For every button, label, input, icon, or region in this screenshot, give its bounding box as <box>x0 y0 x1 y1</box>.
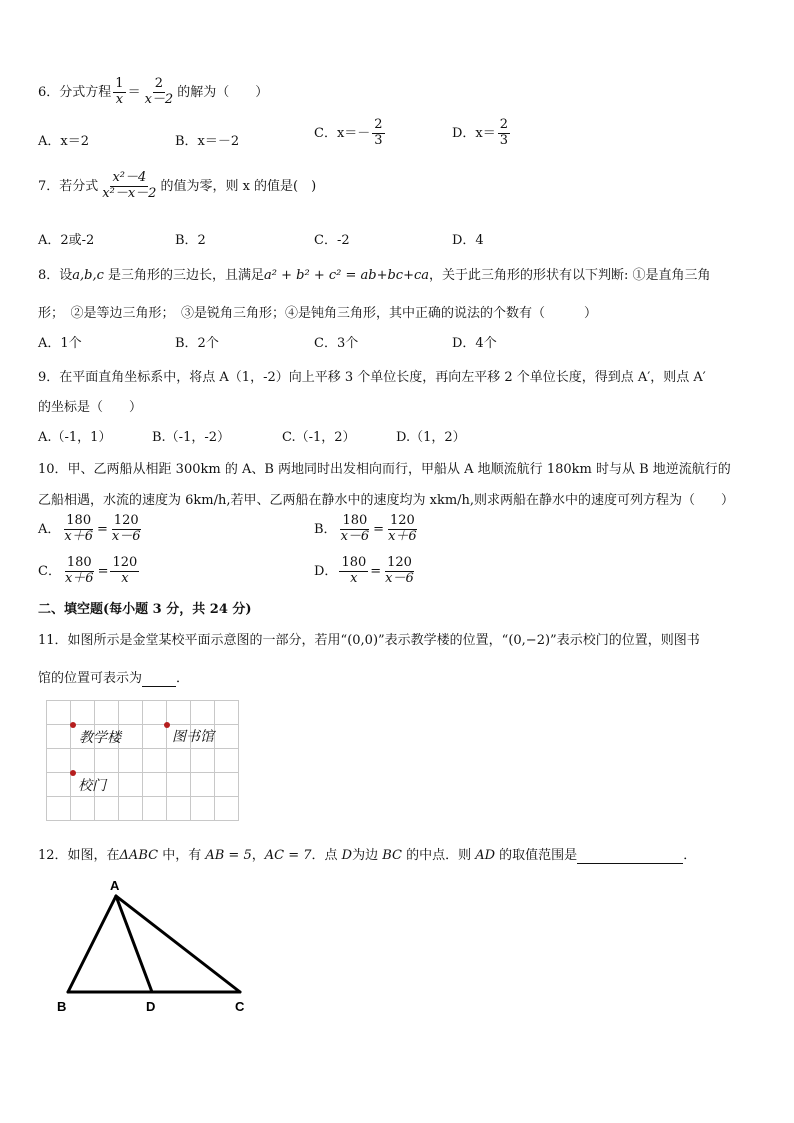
q6-option-c <box>314 118 387 149</box>
q6-option-d-den: 3 <box>499 132 509 148</box>
vertex-b-label: B <box>57 999 67 1014</box>
q10-d-num2: 120 <box>387 555 412 570</box>
q10-a-den2: x－6 <box>111 528 141 544</box>
q11-coord-gate: (0,−2) <box>508 633 551 648</box>
teaching-building-label: 教学楼 <box>79 730 121 746</box>
library-label: 图书馆 <box>172 729 214 745</box>
q6-option-c-prefix: C．x＝－ <box>314 125 371 141</box>
q10-a-eq: = <box>97 521 108 537</box>
q10-b-eq: = <box>373 521 385 537</box>
q6-eq: ＝ <box>127 84 141 100</box>
side-ab <box>68 896 116 992</box>
q12-bc: BC <box>382 848 402 863</box>
q8-mid: 是三角形的三边长，且满足 <box>103 268 265 283</box>
q6-option-c-den: 3 <box>374 132 383 148</box>
q10-c-den2: x <box>121 570 129 586</box>
q8-prefix: 8．设 <box>38 268 73 283</box>
q12-post: 的取值范围是 <box>495 848 578 863</box>
q8-option-a: A．1个 <box>38 336 82 351</box>
q11-coord-teaching: (0,0) <box>347 633 379 648</box>
q8-option-d: D．4个 <box>452 336 497 351</box>
map-grid <box>46 700 239 821</box>
q12-stem <box>38 844 696 864</box>
q6-option-a: A．x＝2 <box>38 134 89 149</box>
q9-option-b: B.（-1，-2） <box>152 430 231 445</box>
q7-suffix: 的值为零，则 x 的值是( ) <box>160 178 317 194</box>
q10-option-d <box>314 556 418 587</box>
q10-line1: 10．甲、乙两船从相距 300km 的 A、B 两地同时出发相向而行，甲船从 A 地顺流航行 180km 时与从 B 地逆流航行的 <box>38 462 731 477</box>
q10-d-eq: = <box>370 563 382 579</box>
q11-mid: ”表示教学楼的位置，“ <box>378 633 509 648</box>
q8-vars: a,b,c <box>72 268 104 283</box>
q10-line2: 乙船相遇，水流的速度为 6km/h,若甲、乙两船在静水中的速度均为 xkm/h,则求两船在静水中的速度可列方程为（ ） <box>38 493 735 508</box>
q12-triangle: ΔABC <box>119 848 159 863</box>
q10-option-c-label: C． <box>38 563 61 579</box>
q9-line1: 9．在平面直角坐标系中，将点 A（1，-2）向上平移 3 个单位长度，再向左平移 2 个单位长度，得到点 A′，则点 A′ <box>38 370 706 385</box>
q6-option-d-prefix: D．x＝ <box>452 125 496 141</box>
q6-lhs-num: 1 <box>115 76 124 91</box>
q7-prefix: 7．若分式 <box>38 178 99 194</box>
q6-rhs-den: x－2 <box>144 91 174 107</box>
q10-option-a-label: A． <box>38 521 61 537</box>
q9-option-a: A.（-1，1） <box>38 430 112 445</box>
q10-option-b <box>314 514 421 545</box>
q7-option-a: A．2或-2 <box>38 233 95 248</box>
q9-option-d: D.（1，2） <box>396 430 466 445</box>
q12-end: ． <box>683 848 697 863</box>
q7-den: x²－x－2 <box>102 185 157 201</box>
q10-a-num1: 180 <box>66 513 92 528</box>
q12-mid2: ．点 <box>311 848 342 863</box>
q10-b-den2: x＋6 <box>388 528 417 544</box>
vertex-c-label: C <box>235 999 245 1014</box>
q12-mid4: 的中点．则 <box>401 848 476 863</box>
q12-ab: AB = 5 <box>205 848 252 863</box>
q9-option-c: C.（-1，2） <box>282 430 356 445</box>
q10-b-den1: x－6 <box>340 528 370 544</box>
q12-prefix: 12．如图，在 <box>38 848 120 863</box>
q8-option-b: B．2个 <box>175 336 219 351</box>
q10-c-num1: 180 <box>66 555 92 570</box>
section-2-title: 二、填空题(每小题 3 分，共 24 分) <box>38 602 252 617</box>
q10-c-num2: 120 <box>112 555 138 570</box>
q10-a-num2: 120 <box>113 513 139 528</box>
q6-lhs-fraction <box>113 77 125 108</box>
q11-line1 <box>38 629 700 648</box>
q7-option-b: B．2 <box>175 233 206 248</box>
q9-line2: 的坐标是（ ） <box>38 400 143 415</box>
q11-prefix: 11．如图所示是金堂某校平面示意图的一部分，若用“ <box>38 633 348 648</box>
q7-option-c: C．-2 <box>314 233 350 248</box>
q7-stem <box>38 171 316 202</box>
q12-mid3: 为边 <box>352 848 383 863</box>
q7-option-d: D．4 <box>452 233 484 248</box>
q8-option-c: C．3个 <box>314 336 359 351</box>
school-map-figure <box>46 700 240 822</box>
q6-prefix: 6．分式方程 <box>38 84 112 100</box>
q8-line2: 形； ②是等边三角形； ③是锐角三角形；④是钝角三角形，其中正确的说法的个数有（ ） <box>38 306 598 321</box>
point-d-label: D <box>146 999 156 1014</box>
q11-answer-blank[interactable] <box>142 671 176 687</box>
school-gate-dot <box>70 770 76 776</box>
triangle-figure <box>54 876 254 1016</box>
q8-line1 <box>38 264 711 283</box>
q10-a-den1: x＋6 <box>64 528 93 544</box>
library-dot <box>164 722 170 728</box>
q11-line2 <box>38 667 189 687</box>
q12-sep: ， <box>251 848 265 863</box>
q10-b-num2: 120 <box>389 513 415 528</box>
q11-line2-end: ． <box>176 671 190 686</box>
q7-num: x²－4 <box>112 170 147 185</box>
q8-equation: a² + b² + c² = ab+bc+ca <box>264 268 429 283</box>
teaching-building-dot <box>70 722 76 728</box>
q10-option-b-label: B． <box>314 521 337 537</box>
q10-d-den1: x <box>350 570 358 586</box>
q12-ad: AD <box>475 848 496 863</box>
q10-c-den1: x＋6 <box>64 570 94 586</box>
q10-d-num1: 180 <box>341 555 367 570</box>
q6-rhs-num: 2 <box>154 76 164 91</box>
q6-rhs-fraction <box>143 77 176 108</box>
q11-post: ”表示校门的位置，则图书 <box>550 633 700 648</box>
q6-lhs-den: x <box>115 91 124 107</box>
q12-mid1: 中，有 <box>158 848 206 863</box>
q7-fraction <box>100 171 158 202</box>
q8-line1-post: ，关于此三角形的形状有以下判断: ①是直角三角 <box>429 268 711 283</box>
q11-line2-text: 馆的位置可表示为 <box>38 671 143 686</box>
q12-d: D <box>341 848 353 863</box>
q6-suffix: 的解为（ ） <box>177 84 269 100</box>
q6-option-b: B．x＝－2 <box>175 134 240 149</box>
q6-option-d-num: 2 <box>499 117 509 132</box>
q10-option-d-label: D． <box>314 563 338 579</box>
q10-option-c <box>38 556 141 587</box>
q10-d-den2: x－6 <box>385 570 414 586</box>
q6-option-d <box>452 118 512 149</box>
q6-stem <box>38 77 268 108</box>
q10-c-eq: = <box>97 563 109 579</box>
q12-ac: AC = 7 <box>264 848 312 863</box>
vertex-a-label: A <box>110 878 120 893</box>
q10-b-num1: 180 <box>342 513 368 528</box>
q6-option-c-num: 2 <box>374 117 383 132</box>
q12-answer-blank[interactable] <box>577 848 683 864</box>
school-gate-label: 校门 <box>78 778 106 794</box>
q10-option-a <box>38 514 145 545</box>
